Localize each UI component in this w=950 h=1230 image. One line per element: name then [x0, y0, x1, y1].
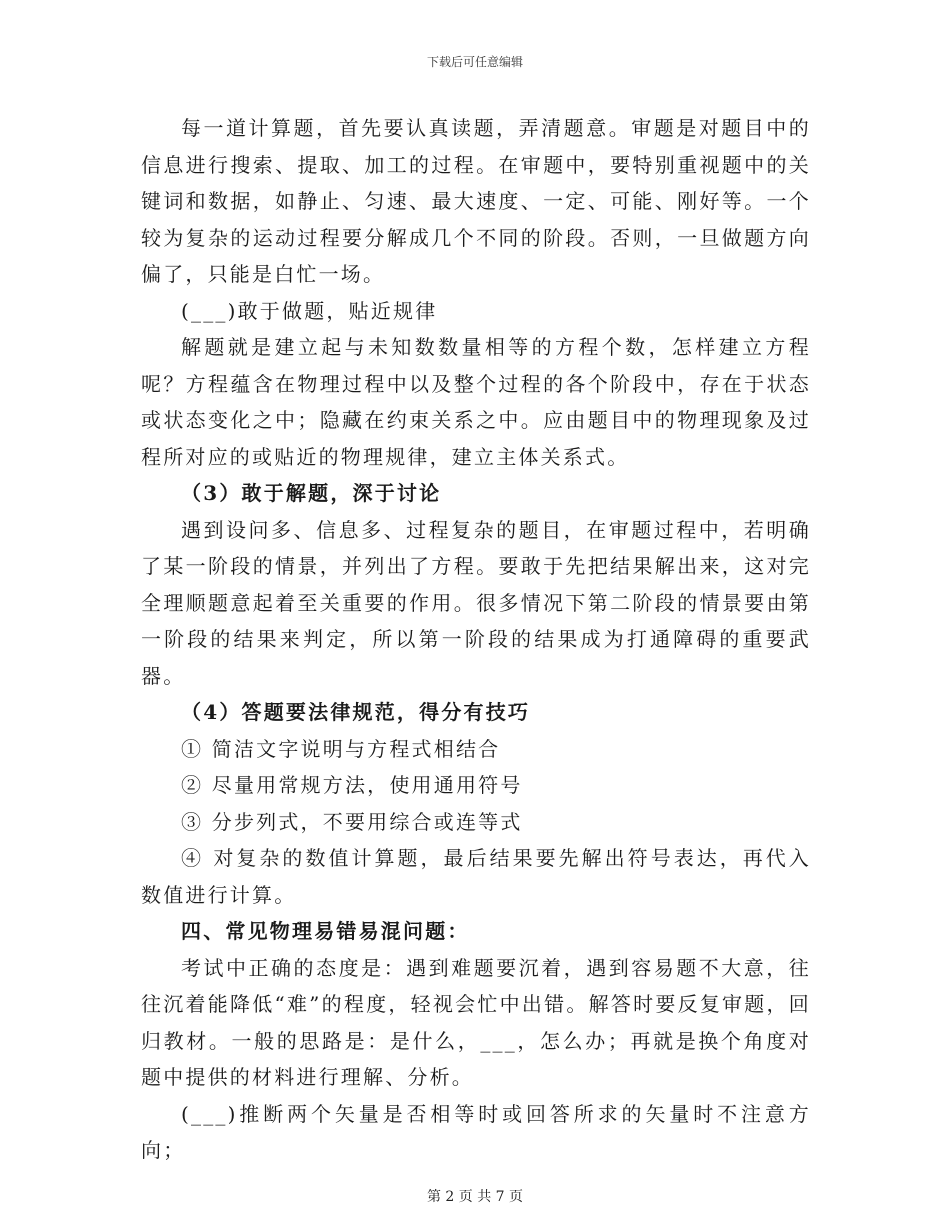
- section-heading-3: （3）敢于解题，深于讨论: [181, 481, 442, 505]
- paragraph-complex-problems: 遇到设问多、信息多、过程复杂的题目，在审题过程中，若明确了某一阶段的情景，并列出了方程。要敢于先把结果解出来，这对完全理顺题意起着至关重要的作用。很多情况下第二阶段的情景要由第一阶段的结果来判定，所以第一阶段的结果成为打通障碍的重要武器。: [141, 517, 811, 688]
- page-header: 下载后可任意编辑: [426, 55, 523, 69]
- paragraph-equation-building: 解题就是建立起与未知数数量相等的方程个数，怎样建立方程呢？方程蕴含在物理过程中以及整个过程的各个阶段中，存在于状态或状态变化之中；隐藏在约束关系之中。应由题目中的物理现象及过程所对应的或贴近的物理规律，建立主体关系式。: [141, 335, 811, 469]
- document-body: [141, 110, 811, 1169]
- list-item-2: ② 尽量用常规方法，使用通用符号: [181, 773, 523, 797]
- list-item-1: ① 简洁文字说明与方程式相结合: [181, 736, 501, 761]
- paragraph-exam-attitude: 考试中正确的态度是：遇到难题要沉着，遇到容易题不大意，往往沉着能降低“难”的程度，轻视会忙中出错。解答时要反复审题，回归教材。一般的思路是：是什么，___，怎么办；再就是换个角度对题中提供的材料进行理解、分析。: [141, 955, 811, 1089]
- paragraph-review-question: 每一道计算题，首先要认真读题，弄清题意。审题是对题目中的信息进行搜索、提取、加工的过程。在审题中，要特别重视题中的关键词和数据，如静止、匀速、最大速度、一定、可能、刚好等。一个较为复杂的运动过程要分解成几个不同的阶段。否则，一旦做题方向偏了，只能是白忙一场。: [141, 116, 811, 286]
- page-footer: 第 2 页 共 7 页: [426, 1189, 524, 1205]
- list-item-3: ③ 分步列式，不要用综合或连等式: [181, 809, 523, 834]
- section-heading-4: （4）答题要法律规范，得分有技巧: [181, 700, 531, 724]
- paragraph-heading-dare-to-solve: (___)敢于做题，贴近规律: [181, 298, 438, 323]
- paragraph-vector-direction: (___)推断两个矢量是否相等时或回答所求的矢量时不注意方向；: [141, 1101, 811, 1162]
- section-heading-four: 四、常见物理易错易混问题：: [181, 919, 470, 943]
- list-item-4: ④ 对复杂的数值计算题，最后结果要先解出符号表达，再代入数值进行计算。: [141, 846, 811, 907]
